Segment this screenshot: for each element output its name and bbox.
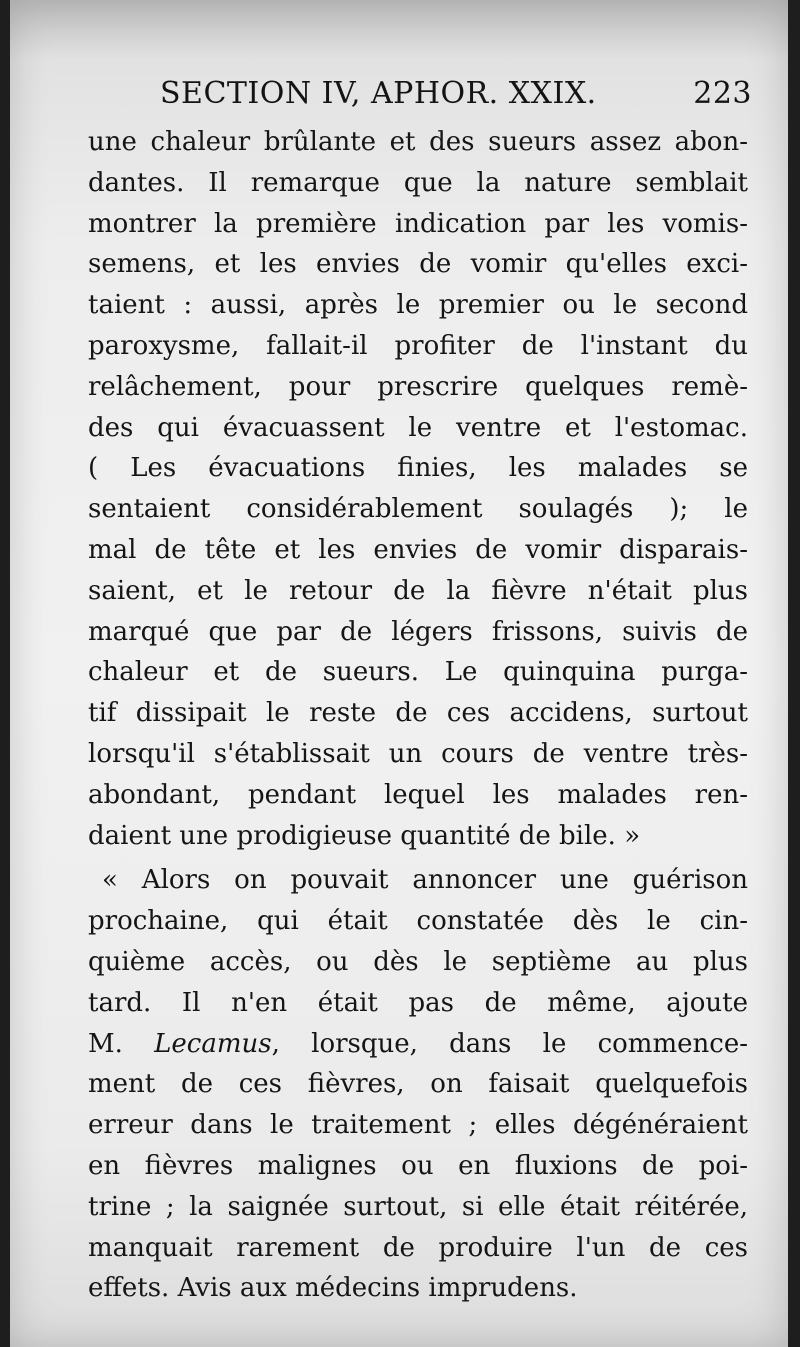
- text-line: marqué que par de légers frissons, suivis de: [88, 616, 748, 647]
- text-line: tard. Il n'en était pas de même, ajoute: [88, 987, 748, 1018]
- book-page: [10, 0, 788, 1347]
- text-line: semens, et les envies de vomir qu'elles exci-: [88, 249, 748, 280]
- paragraph-1: [88, 122, 748, 856]
- running-head: [160, 72, 752, 116]
- text-line: effets. Avis aux médecins imprudens.: [88, 1273, 578, 1304]
- text-line: tif dissipait le reste de ces accidens, surtout: [88, 698, 748, 729]
- text-line: mal de tête et les envies de vomir disparais-: [88, 534, 748, 565]
- body-text: [88, 122, 748, 1309]
- text-line: quième accès, ou dès le septième au plus: [88, 946, 748, 977]
- text-line: relâchement, pour prescrire quelques remè-: [88, 371, 748, 402]
- text-line: des qui évacuassent le ventre et l'estomac.: [88, 412, 748, 443]
- text-line: daient une prodigieuse quantité de bile. »: [88, 820, 641, 851]
- text-line: prochaine, qui était constatée dès le cin-: [88, 906, 748, 937]
- text-line: lorsqu'il s'établissait un cours de ventre très-: [88, 738, 748, 769]
- text-line: sentaient considérablement soulagés ); le: [88, 494, 748, 525]
- text-line: dantes. Il remarque que la nature semblait: [88, 167, 748, 198]
- text-line: chaleur et de sueurs. Le quinquina purga-: [88, 657, 748, 688]
- section-heading: SECTION IV, APHOR. XXIX.: [160, 76, 597, 111]
- text-line: trine ; la saignée surtout, si elle était réitérée,: [88, 1191, 748, 1222]
- text-line: ( Les évacuations finies, les malades se: [88, 453, 748, 484]
- text-line: taient : aussi, après le premier ou le second: [88, 290, 748, 321]
- text-line: en fièvres malignes ou en fluxions de poi-: [88, 1150, 748, 1181]
- text-line: manquait rarement de produire l'un de ces: [88, 1232, 748, 1263]
- text-line: abondant, pendant lequel les malades ren-: [88, 779, 748, 810]
- text-line: une chaleur brûlante et des sueurs assez abon-: [88, 127, 748, 157]
- page-number: 223: [693, 76, 752, 111]
- text-fragment: M.: [88, 1028, 155, 1059]
- text-line: [88, 1024, 748, 1065]
- text-line: saient, et le retour de la fièvre n'était plus: [88, 575, 748, 606]
- text-line: paroxysme, fallait-il profiter de l'instant du: [88, 330, 748, 361]
- text-line: ment de ces fièvres, on faisait quelquefois: [88, 1069, 748, 1100]
- text-fragment: , lorsque, dans le commence-: [271, 1028, 748, 1059]
- text-line: erreur dans le traitement ; elles dégénéraient: [88, 1110, 748, 1141]
- author-name: Lecamus: [154, 1028, 272, 1059]
- text-line: montrer la première indication par les vomis-: [88, 208, 748, 239]
- text-line: « Alors on pouvait annoncer une guérison: [102, 865, 748, 896]
- paragraph-2: [88, 860, 748, 1309]
